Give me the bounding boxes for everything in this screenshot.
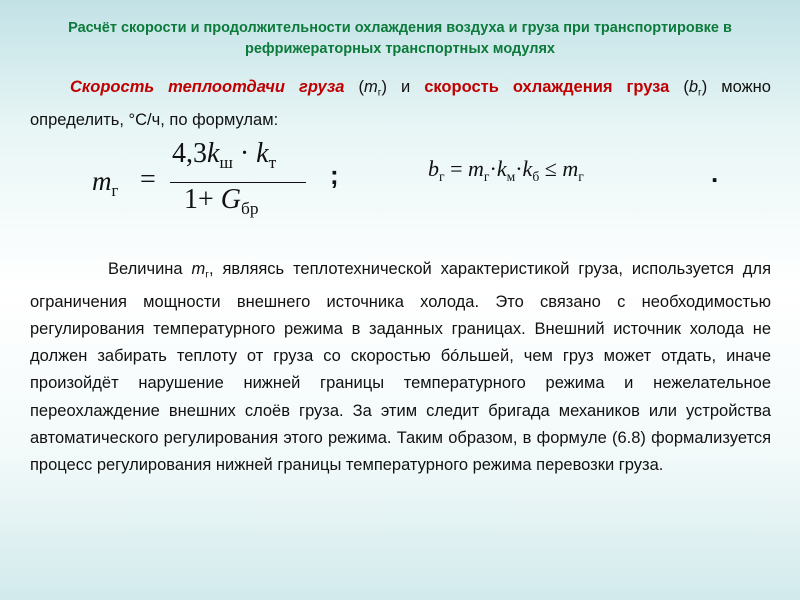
fraction-bar xyxy=(170,182,306,183)
formula-end-mark: . xyxy=(711,158,719,188)
body-paragraph: Величина $m_г$, являясь теплотехнической характеристикой груза, используется для ограничения мощности внешнего источника холода. Это связано с необходимостью регулирования температурного режима в заданных границах. Внешний источник холода не должен забирать теплоту от груза со скоростью бóльшей, чем груз может отдать, иначе произойдёт нарушение нижней границы температурного режима и нежелательное переохлаждение внешних слоёв груза. За этим следит бригада механиков или устройства автоматического регулирования этого режима. Таким образом, в формуле (6.8) формализуется процесс регулирования нижней границы температурного режима перевозки груза. xyxy=(30,260,771,474)
term-heat-rate: Скорость теплоотдачи груза xyxy=(70,78,345,96)
term-cooling-rate: скорость охлаждения груза xyxy=(424,78,670,96)
slide-title: Расчёт скорости и продолжительности охлаждения воздуха и груза при транспортировке в рефрижераторных транспортных модулях xyxy=(68,20,732,57)
formula-cooling-rate: $b_г = m_г\cdot k_м\cdot k_б \le m_г$ xyxy=(428,156,584,184)
symbol-b: b xyxy=(688,78,699,96)
formula-separator: ; xyxy=(330,160,339,190)
formula-denominator: $1+ G_{бр}$ xyxy=(184,184,259,219)
intro-tail: можно определить, °С/ч, по формулам: xyxy=(30,78,771,129)
intro-text: Скорость теплоотдачи груза $(m_г)$ и скорость охлаждения груза $(b_г)$ можно определить, °С/ч, по формулам: xyxy=(30,78,771,129)
formula-heat-rate: $m_г$ = $4,3k_ш \cdot k_т$ $1+ G_{бр}$ xyxy=(92,138,312,228)
formula-numerator: $4,3k_ш \cdot k_т$ xyxy=(172,138,277,173)
symbol-m: m xyxy=(191,260,206,278)
symbol-m: m xyxy=(363,78,378,96)
paragraph-text: , являясь теплотехнической характеристикой груза, используется для ограничения мощности внешнего источника холода. Это связано с необходимостью регулирования температурного режима в заданных границах. Внешний источник холода не должен забирать теплоту от груза со скоростью бóльшей, чем груз может отдать, иначе произойдёт нарушение нижней границы температурного режима и нежелательное переохлаждение внешних слоёв груза. За этим следит бригада механиков или устройства автоматического регулирования этого режима. Таким образом, в формуле (6.8) формализуется процесс регулирования нижней границы температурного режима перевозки груза. xyxy=(30,260,771,474)
